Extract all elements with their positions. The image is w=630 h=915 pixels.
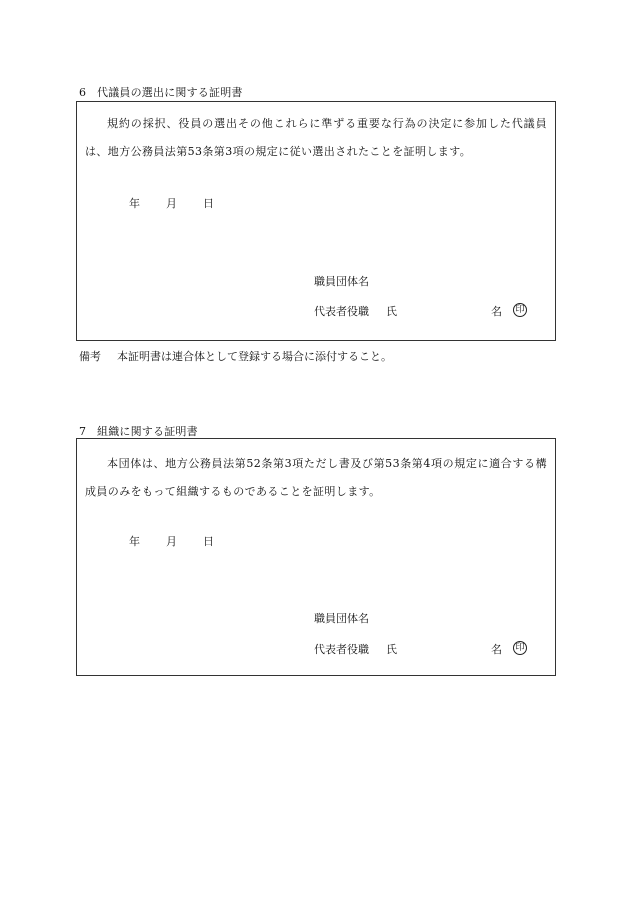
section-6-seal-icon: 印 [513,303,527,317]
section-6-date-year: 年 [129,197,140,210]
section-7-date-year: 年 [129,535,140,548]
note-label: 備考 [79,350,101,363]
section-7-rep-shi: 氏 [386,643,397,656]
section-7-org-name-label: 職員団体名 [314,612,369,625]
section-6-certificate-box [76,101,556,341]
section-6-number: 6 [79,86,87,99]
note-line [79,348,392,364]
section-6-rep-mei: 名 [491,305,502,318]
section-6-org-name-label: 職員団体名 [314,275,369,288]
section-7-date-line [129,533,214,549]
section-7-representative-line [314,641,397,657]
section-7-body-text: 本団体は、地方公務員法第52条第3項ただし書及び第53条第4項の規定に適合する構成員のみをもって組織するものであることを証明します。 [85,457,547,498]
section-7-number: 7 [79,425,87,438]
section-6-representative-line [314,303,397,319]
section-7-seal-icon: 印 [513,641,527,655]
section-6-title: 代議員の選出に関する証明書 [97,86,243,99]
section-7-title: 組織に関する証明書 [97,425,198,438]
section-6-date-day: 日 [203,197,214,210]
section-7-rep-title-label: 代表者役職 [314,643,369,656]
section-6-rep-shi: 氏 [386,305,397,318]
section-6-date-month: 月 [166,197,177,210]
section-6-body-text: 規約の採択、役員の選出その他これらに準ずる重要な行為の決定に参加した代議員は、地方公務員法第53条第3項の規定に従い選出されたことを証明します。 [85,117,547,158]
section-7-rep-mei: 名 [491,643,502,656]
section-7-date-month: 月 [166,535,177,548]
section-6-date-line [129,195,214,211]
section-7-certificate-box [76,438,556,676]
section-7-heading [79,423,198,439]
section-7-date-day: 日 [203,535,214,548]
section-6-heading [79,84,243,100]
note-text: 本証明書は連合体として登録する場合に添付すること。 [117,350,392,363]
section-6-rep-title-label: 代表者役職 [314,305,369,318]
